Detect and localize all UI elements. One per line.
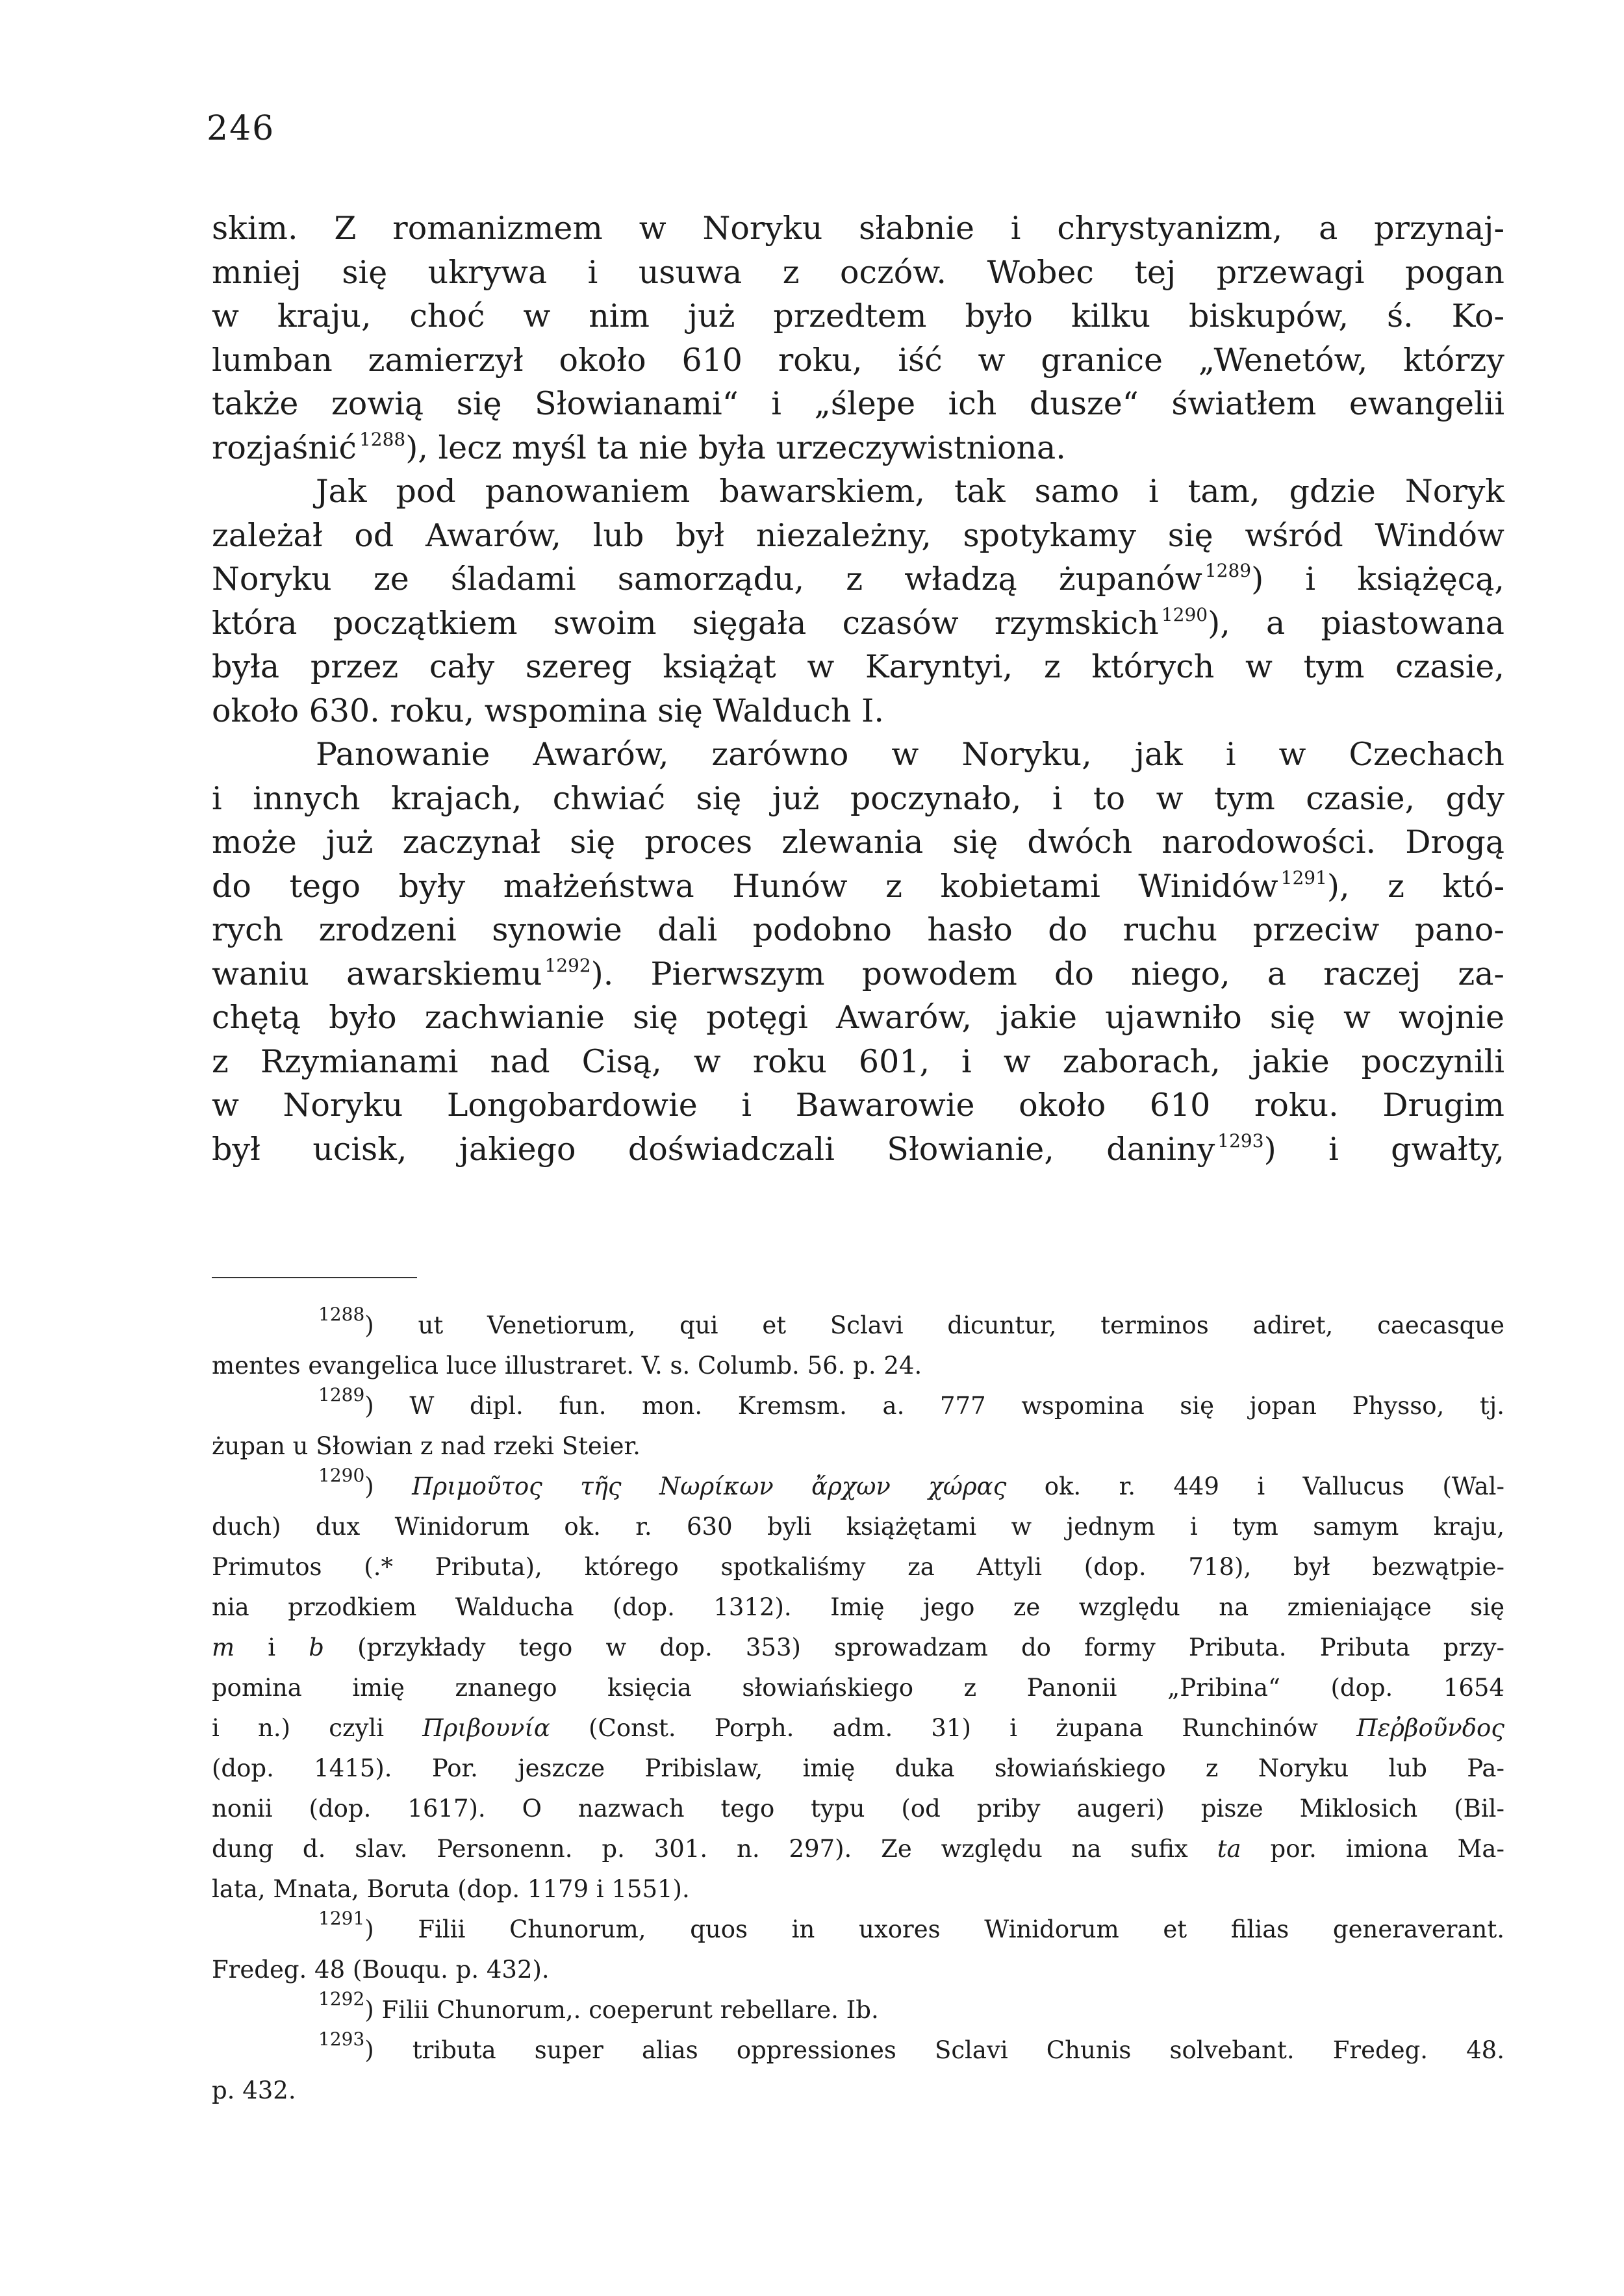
text-run: )	[364, 1472, 412, 1500]
italic-text: m	[212, 1634, 235, 1661]
text-run: Jak pod panowaniem bawarskiem, tak samo i tam, gdzie Noryk	[316, 473, 1504, 510]
footnote-reference: 1292	[544, 954, 591, 976]
footnote-reference: 1293	[1217, 1129, 1264, 1152]
text-line	[212, 294, 1504, 338]
footnote-line	[212, 1426, 1504, 1467]
footnote-line	[212, 1306, 1504, 1346]
text-run: około 630. roku, wspomina się Walduch I.	[212, 692, 884, 729]
text-line	[212, 689, 1504, 733]
footnote-line	[212, 1668, 1504, 1708]
text-run: i	[235, 1634, 309, 1661]
text-run: ) tributa super alias oppressiones Sclavi Chunis solvebant. Fredeg. 48.	[364, 2036, 1504, 2064]
text-run: skim. Z romanizmem w Noryku słabnie i chrystyanizm, a przynaj-	[212, 210, 1504, 247]
text-run: por. imiona Ma-	[1241, 1835, 1504, 1863]
text-line	[212, 1083, 1504, 1128]
text-run: Panowanie Awarów, zarówno w Noryku, jak i w Czechach	[316, 736, 1504, 773]
text-run: był ucisk, jakiego doświadczali Słowianie, daniny	[212, 1130, 1215, 1168]
text-run: dung d. slav. Personenn. p. 301. n. 297). Ze względu na sufix	[212, 1835, 1217, 1863]
text-run: mniej się ukrywa i usuwa z oczów. Wobec tej przewagi pogan	[212, 253, 1504, 291]
text-line	[212, 908, 1504, 952]
footnote-line	[212, 1507, 1504, 1547]
footnote-reference: 1290	[318, 1465, 365, 1486]
main-text-block	[212, 207, 1504, 1171]
text-run: ) W dipl. fun. mon. Kremsm. a. 777 wspomina się jopan Physso, tj.	[364, 1392, 1504, 1420]
footnote-line	[212, 1910, 1504, 1950]
footnote-line	[212, 1748, 1504, 1789]
text-run: w Noryku Longobardowie i Bawarowie około 610 roku. Drugim	[212, 1087, 1504, 1124]
text-run: zależał od Awarów, lub był niezależny, spotykamy się wśród Windów	[212, 516, 1504, 554]
footnote-line	[212, 1789, 1504, 1829]
text-run: ). Pierwszym powodem do niego, a raczej za-	[590, 955, 1504, 992]
text-line	[212, 1128, 1504, 1172]
footnote-reference: 1290	[1161, 603, 1208, 625]
text-run: chętą było zachwianie się potęgi Awarów, jakie ujawniło się w wojnie	[212, 999, 1504, 1036]
footnote-line	[212, 1950, 1504, 1990]
footnote-reference: 1291	[1280, 866, 1327, 889]
text-run: rych zrodzeni synowie dali podobno hasło do ruchu przeciw pano-	[212, 911, 1504, 948]
italic-text: Πριμοῦτος τῆς Νωρίκων ἄρχων χώρας	[412, 1472, 1007, 1500]
footnote-reference: 1289	[1204, 560, 1252, 581]
page-number: 246	[207, 109, 275, 148]
text-line	[212, 952, 1504, 996]
text-run: z Rzymianami nad Cisą, w roku 601, i w zaborach, jakie poczynili	[212, 1042, 1504, 1080]
text-run: ) Filii Chunorum,. coeperunt rebellare. Ib.	[364, 1996, 879, 2024]
text-run: ) ut Venetiorum, qui et Sclavi dicuntur, terminos adiret, caecasque	[364, 1311, 1504, 1339]
italic-text: Πριβουνία	[422, 1714, 550, 1742]
text-run: i innych krajach, chwiać się już poczynało, i to w tym czasie, gdy	[212, 779, 1504, 817]
text-line	[212, 382, 1504, 426]
footnote-line	[212, 1628, 1504, 1668]
text-run: w kraju, choć w nim już przedtem było kilku biskupów, ś. Ko-	[212, 297, 1504, 334]
text-line	[212, 864, 1504, 909]
text-line	[212, 251, 1504, 295]
footnote-line	[212, 2030, 1504, 2071]
footnote-reference: 1291	[318, 1908, 365, 1929]
text-run: żupan u Słowian z nad rzeki Steier.	[212, 1432, 641, 1460]
text-run: ok. r. 449 i Vallucus (Wal-	[1006, 1472, 1504, 1500]
text-run: rozjaśnić	[212, 429, 357, 466]
text-run: także zowią się Słowianami“ i „ślepe ich dusze“ światłem ewangelii	[212, 385, 1504, 422]
text-run: nia przodkiem Walducha (dop. 1312). Imię jego ze względu na zmieniające się	[212, 1593, 1504, 1621]
text-run: Primutos (.* Pributa), którego spotkaliśmy za Attyli (dop. 718), był bezwątpie-	[212, 1553, 1504, 1581]
footnote-separator-rule	[212, 1277, 417, 1278]
footnote-line	[212, 1708, 1504, 1748]
text-run: może już zaczynał się proces zlewania się dwóch narodowości. Drogą	[212, 824, 1504, 861]
footnote-reference: 1293	[318, 2028, 365, 2050]
text-line	[212, 470, 1504, 514]
text-run: lata, Mnata, Boruta (dop. 1179 i 1551).	[212, 1875, 690, 1903]
text-line	[212, 996, 1504, 1040]
text-run: (przykłady tego w dop. 353) sprowadzam do formy Pributa. Pributa przy-	[324, 1634, 1505, 1661]
footnote-line	[212, 2071, 1504, 2111]
footnote-line	[212, 1829, 1504, 1869]
text-run: ), z któ-	[1326, 867, 1504, 905]
text-line	[212, 338, 1504, 383]
text-line	[212, 777, 1504, 821]
text-run: Fredeg. 48 (Bouqu. p. 432).	[212, 1956, 550, 1984]
text-line	[212, 1040, 1504, 1084]
text-run: pomina imię znanego księcia słowiańskiego z Panonii „Pribina“ (dop. 1654	[212, 1674, 1504, 1702]
text-run: ) i książęcą,	[1251, 561, 1504, 598]
footnote-line	[212, 1869, 1504, 1910]
italic-text: ta	[1217, 1835, 1241, 1863]
text-run: mentes evangelica luce illustraret. V. s. Columb. 56. p. 24.	[212, 1352, 922, 1380]
text-line	[212, 514, 1504, 558]
text-run: (Const. Porph. adm. 31) i żupana Runchinów	[550, 1714, 1357, 1742]
text-run: która początkiem swoim sięgała czasów rzymskich	[212, 604, 1159, 642]
text-line	[212, 557, 1504, 601]
text-line	[212, 645, 1504, 689]
footnotes-block	[212, 1306, 1504, 2111]
text-line	[212, 426, 1504, 470]
footnote-line	[212, 1346, 1504, 1386]
footnote-line	[212, 1990, 1504, 2030]
text-run: ), a piastowana	[1208, 604, 1504, 642]
italic-text: b	[309, 1634, 324, 1661]
footnote-reference: 1292	[318, 1988, 365, 2010]
footnote-reference: 1288	[318, 1304, 365, 1325]
footnote-reference: 1288	[359, 428, 406, 450]
text-run: ), lecz myśl ta nie była urzeczywistniona.	[405, 429, 1066, 466]
text-run: i n.) czyli	[212, 1714, 423, 1742]
text-run: Noryku ze śladami samorządu, z władzą żupanów	[212, 561, 1202, 598]
text-run: ) Filii Chunorum, quos in uxores Winidorum et filias generaverant.	[364, 1915, 1504, 1943]
italic-text: Πεῤβοῦνδος	[1356, 1714, 1504, 1742]
text-run: (dop. 1415). Por. jeszcze Pribislaw, imię duka słowiańskiego z Noryku lub Pa-	[212, 1754, 1504, 1782]
footnote-line	[212, 1467, 1504, 1507]
text-line	[212, 207, 1504, 251]
footnote-reference: 1289	[318, 1384, 365, 1406]
footnote-line	[212, 1587, 1504, 1628]
text-run: lumban zamierzył około 610 roku, iść w granice „Wenetów, którzy	[212, 341, 1504, 379]
text-run: ) i gwałty,	[1263, 1130, 1504, 1168]
text-run: waniu awarskiemu	[212, 955, 542, 992]
text-run: p. 432.	[212, 2076, 296, 2104]
text-run: duch) dux Winidorum ok. r. 630 byli książętami w jednym i tym samym kraju,	[212, 1513, 1504, 1541]
text-line	[212, 733, 1504, 777]
footnote-line	[212, 1547, 1504, 1587]
text-line	[212, 820, 1504, 864]
text-run: była przez cały szereg książąt w Karyntyi, z których w tym czasie,	[212, 648, 1504, 685]
text-line	[212, 601, 1504, 646]
footnote-line	[212, 1386, 1504, 1426]
text-run: do tego były małżeństwa Hunów z kobietami Winidów	[212, 867, 1278, 905]
text-run: nonii (dop. 1617). O nazwach tego typu (od priby augeri) pisze Miklosich (Bil-	[212, 1795, 1504, 1823]
